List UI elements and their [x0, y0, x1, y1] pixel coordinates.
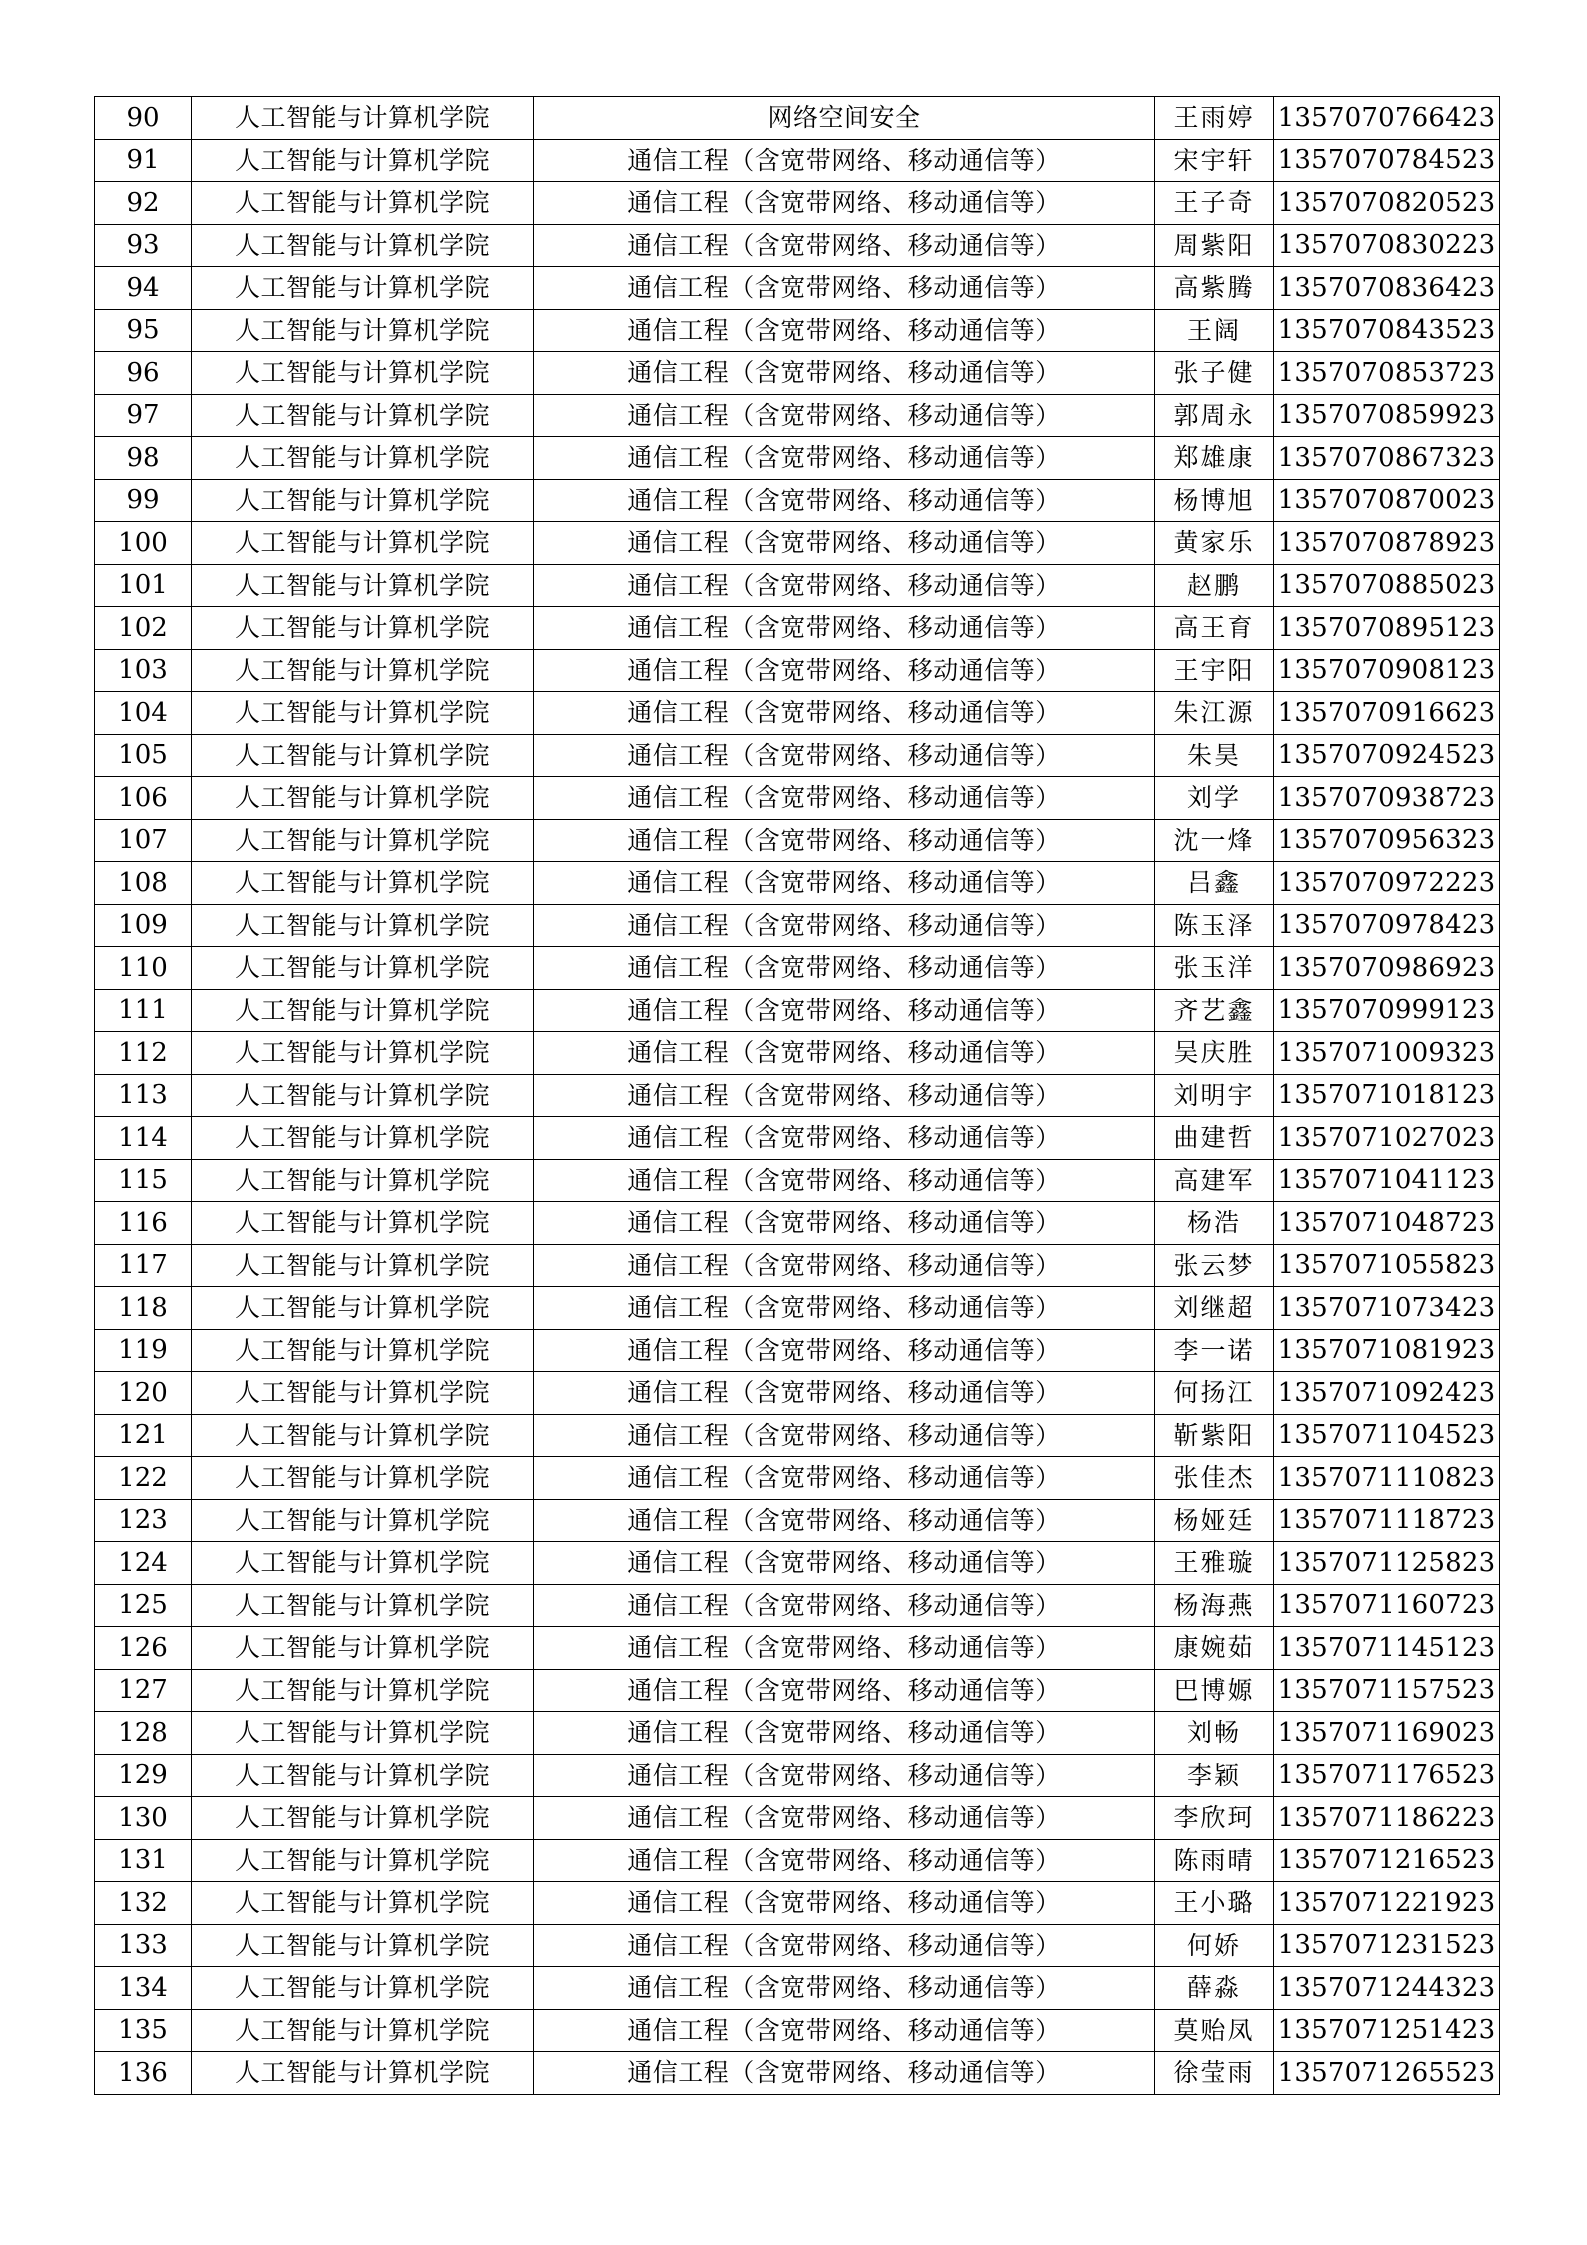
row-number-cell: 112	[95, 1032, 192, 1075]
college-cell: 人工智能与计算机学院	[192, 479, 534, 522]
college-cell: 人工智能与计算机学院	[192, 1202, 534, 1245]
candidate-id-cell: 1357071092423	[1274, 1372, 1500, 1415]
major-cell: 通信工程（含宽带网络、移动通信等）	[534, 1754, 1155, 1797]
college-cell: 人工智能与计算机学院	[192, 1329, 534, 1372]
student-name-cell: 李欣珂	[1155, 1797, 1274, 1840]
college-cell: 人工智能与计算机学院	[192, 649, 534, 692]
major-cell: 通信工程（含宽带网络、移动通信等）	[534, 1287, 1155, 1330]
student-name-cell: 杨博旭	[1155, 479, 1274, 522]
candidate-id-cell: 1357071118723	[1274, 1499, 1500, 1542]
major-cell: 通信工程（含宽带网络、移动通信等）	[534, 1244, 1155, 1287]
row-number-cell: 97	[95, 394, 192, 437]
table-row	[95, 1499, 1500, 1542]
college-cell: 人工智能与计算机学院	[192, 777, 534, 820]
row-number-cell: 129	[95, 1754, 192, 1797]
major-cell: 通信工程（含宽带网络、移动通信等）	[534, 1202, 1155, 1245]
table-row	[95, 1967, 1500, 2010]
roster-table-body	[95, 97, 1500, 2095]
row-number-cell: 133	[95, 1924, 192, 1967]
major-cell: 通信工程（含宽带网络、移动通信等）	[534, 692, 1155, 735]
table-row	[95, 819, 1500, 862]
table-row	[95, 1924, 1500, 1967]
student-name-cell: 陈雨晴	[1155, 1839, 1274, 1882]
candidate-id-cell: 1357070820523	[1274, 182, 1500, 225]
student-name-cell: 王小璐	[1155, 1882, 1274, 1925]
student-name-cell: 曲建哲	[1155, 1117, 1274, 1160]
student-name-cell: 康婉茹	[1155, 1627, 1274, 1670]
table-row	[95, 607, 1500, 650]
candidate-id-cell: 1357071104523	[1274, 1414, 1500, 1457]
student-name-cell: 赵鹏	[1155, 564, 1274, 607]
college-cell: 人工智能与计算机学院	[192, 394, 534, 437]
row-number-cell: 116	[95, 1202, 192, 1245]
student-name-cell: 张玉洋	[1155, 947, 1274, 990]
major-cell: 通信工程（含宽带网络、移动通信等）	[534, 1329, 1155, 1372]
table-row	[95, 989, 1500, 1032]
row-number-cell: 114	[95, 1117, 192, 1160]
college-cell: 人工智能与计算机学院	[192, 564, 534, 607]
college-cell: 人工智能与计算机学院	[192, 1117, 534, 1160]
table-row	[95, 522, 1500, 565]
table-row	[95, 1032, 1500, 1075]
major-cell: 通信工程（含宽带网络、移动通信等）	[534, 1372, 1155, 1415]
major-cell: 通信工程（含宽带网络、移动通信等）	[534, 777, 1155, 820]
row-number-cell: 125	[95, 1584, 192, 1627]
row-number-cell: 93	[95, 224, 192, 267]
major-cell: 网络空间安全	[534, 97, 1155, 140]
row-number-cell: 95	[95, 309, 192, 352]
student-name-cell: 张云梦	[1155, 1244, 1274, 1287]
table-row	[95, 1074, 1500, 1117]
college-cell: 人工智能与计算机学院	[192, 1839, 534, 1882]
candidate-id-cell: 1357070938723	[1274, 777, 1500, 820]
table-row	[95, 479, 1500, 522]
college-cell: 人工智能与计算机学院	[192, 989, 534, 1032]
major-cell: 通信工程（含宽带网络、移动通信等）	[534, 437, 1155, 480]
table-row	[95, 692, 1500, 735]
major-cell: 通信工程（含宽带网络、移动通信等）	[534, 564, 1155, 607]
student-name-cell: 刘畅	[1155, 1712, 1274, 1755]
college-cell: 人工智能与计算机学院	[192, 1499, 534, 1542]
major-cell: 通信工程（含宽带网络、移动通信等）	[534, 1839, 1155, 1882]
college-cell: 人工智能与计算机学院	[192, 1457, 534, 1500]
major-cell: 通信工程（含宽带网络、移动通信等）	[534, 2009, 1155, 2052]
college-cell: 人工智能与计算机学院	[192, 1627, 534, 1670]
table-row	[95, 182, 1500, 225]
table-row	[95, 1329, 1500, 1372]
student-name-cell: 徐莹雨	[1155, 2052, 1274, 2095]
major-cell: 通信工程（含宽带网络、移动通信等）	[534, 522, 1155, 565]
row-number-cell: 127	[95, 1669, 192, 1712]
row-number-cell: 98	[95, 437, 192, 480]
candidate-id-cell: 1357071244323	[1274, 1967, 1500, 2010]
candidate-id-cell: 1357070916623	[1274, 692, 1500, 735]
college-cell: 人工智能与计算机学院	[192, 692, 534, 735]
row-number-cell: 108	[95, 862, 192, 905]
candidate-id-cell: 1357071216523	[1274, 1839, 1500, 1882]
student-name-cell: 朱昊	[1155, 734, 1274, 777]
candidate-id-cell: 1357071176523	[1274, 1754, 1500, 1797]
major-cell: 通信工程（含宽带网络、移动通信等）	[534, 1074, 1155, 1117]
major-cell: 通信工程（含宽带网络、移动通信等）	[534, 182, 1155, 225]
candidate-id-cell: 1357071169023	[1274, 1712, 1500, 1755]
major-cell: 通信工程（含宽带网络、移动通信等）	[534, 394, 1155, 437]
candidate-id-cell: 1357070878923	[1274, 522, 1500, 565]
major-cell: 通信工程（含宽带网络、移动通信等）	[534, 1712, 1155, 1755]
table-row	[95, 649, 1500, 692]
major-cell: 通信工程（含宽带网络、移动通信等）	[534, 1584, 1155, 1627]
table-row	[95, 947, 1500, 990]
student-name-cell: 刘学	[1155, 777, 1274, 820]
candidate-id-cell: 1357070784523	[1274, 139, 1500, 182]
major-cell: 通信工程（含宽带网络、移动通信等）	[534, 1627, 1155, 1670]
table-row	[95, 1839, 1500, 1882]
row-number-cell: 100	[95, 522, 192, 565]
major-cell: 通信工程（含宽带网络、移动通信等）	[534, 1117, 1155, 1160]
table-row	[95, 2009, 1500, 2052]
college-cell: 人工智能与计算机学院	[192, 1372, 534, 1415]
row-number-cell: 121	[95, 1414, 192, 1457]
college-cell: 人工智能与计算机学院	[192, 947, 534, 990]
college-cell: 人工智能与计算机学院	[192, 1414, 534, 1457]
table-row	[95, 1882, 1500, 1925]
major-cell: 通信工程（含宽带网络、移动通信等）	[534, 1159, 1155, 1202]
row-number-cell: 118	[95, 1287, 192, 1330]
candidate-id-cell: 1357071018123	[1274, 1074, 1500, 1117]
candidate-id-cell: 1357070986923	[1274, 947, 1500, 990]
student-name-cell: 刘继超	[1155, 1287, 1274, 1330]
candidate-id-cell: 1357070885023	[1274, 564, 1500, 607]
major-cell: 通信工程（含宽带网络、移动通信等）	[534, 309, 1155, 352]
candidate-id-cell: 1357070859923	[1274, 394, 1500, 437]
student-name-cell: 高王育	[1155, 607, 1274, 650]
student-name-cell: 沈一烽	[1155, 819, 1274, 862]
table-row	[95, 1584, 1500, 1627]
candidate-id-cell: 1357070830223	[1274, 224, 1500, 267]
row-number-cell: 124	[95, 1542, 192, 1585]
table-row	[95, 1414, 1500, 1457]
table-row	[95, 1797, 1500, 1840]
candidate-id-cell: 1357071110823	[1274, 1457, 1500, 1500]
candidate-id-cell: 1357070956323	[1274, 819, 1500, 862]
college-cell: 人工智能与计算机学院	[192, 1967, 534, 2010]
student-name-cell: 薛淼	[1155, 1967, 1274, 2010]
candidate-id-cell: 1357071251423	[1274, 2009, 1500, 2052]
table-row	[95, 1457, 1500, 1500]
college-cell: 人工智能与计算机学院	[192, 97, 534, 140]
college-cell: 人工智能与计算机学院	[192, 1712, 534, 1755]
row-number-cell: 117	[95, 1244, 192, 1287]
table-row	[95, 1542, 1500, 1585]
student-name-cell: 陈玉泽	[1155, 904, 1274, 947]
row-number-cell: 136	[95, 2052, 192, 2095]
row-number-cell: 119	[95, 1329, 192, 1372]
candidate-id-cell: 1357071145123	[1274, 1627, 1500, 1670]
student-name-cell: 高建军	[1155, 1159, 1274, 1202]
candidate-id-cell: 1357070843523	[1274, 309, 1500, 352]
college-cell: 人工智能与计算机学院	[192, 904, 534, 947]
candidate-id-cell: 1357071157523	[1274, 1669, 1500, 1712]
row-number-cell: 90	[95, 97, 192, 140]
row-number-cell: 130	[95, 1797, 192, 1840]
candidate-id-cell: 1357070836423	[1274, 267, 1500, 310]
major-cell: 通信工程（含宽带网络、移动通信等）	[534, 2052, 1155, 2095]
row-number-cell: 107	[95, 819, 192, 862]
table-row	[95, 1712, 1500, 1755]
student-name-cell: 杨娅廷	[1155, 1499, 1274, 1542]
row-number-cell: 110	[95, 947, 192, 990]
college-cell: 人工智能与计算机学院	[192, 1669, 534, 1712]
candidate-id-cell: 1357071073423	[1274, 1287, 1500, 1330]
row-number-cell: 115	[95, 1159, 192, 1202]
student-name-cell: 郑雄康	[1155, 437, 1274, 480]
major-cell: 通信工程（含宽带网络、移动通信等）	[534, 1669, 1155, 1712]
college-cell: 人工智能与计算机学院	[192, 1542, 534, 1585]
row-number-cell: 109	[95, 904, 192, 947]
table-row	[95, 1202, 1500, 1245]
row-number-cell: 92	[95, 182, 192, 225]
candidate-id-cell: 1357071231523	[1274, 1924, 1500, 1967]
row-number-cell: 105	[95, 734, 192, 777]
row-number-cell: 123	[95, 1499, 192, 1542]
table-row	[95, 734, 1500, 777]
table-row	[95, 394, 1500, 437]
row-number-cell: 134	[95, 1967, 192, 2010]
table-row	[95, 777, 1500, 820]
college-cell: 人工智能与计算机学院	[192, 1032, 534, 1075]
row-number-cell: 135	[95, 2009, 192, 2052]
candidate-id-cell: 1357070999123	[1274, 989, 1500, 1032]
table-row	[95, 564, 1500, 607]
candidate-id-cell: 1357071125823	[1274, 1542, 1500, 1585]
college-cell: 人工智能与计算机学院	[192, 1754, 534, 1797]
row-number-cell: 91	[95, 139, 192, 182]
student-name-cell: 吕鑫	[1155, 862, 1274, 905]
college-cell: 人工智能与计算机学院	[192, 224, 534, 267]
college-cell: 人工智能与计算机学院	[192, 862, 534, 905]
row-number-cell: 104	[95, 692, 192, 735]
table-row	[95, 1669, 1500, 1712]
table-row	[95, 1244, 1500, 1287]
row-number-cell: 103	[95, 649, 192, 692]
college-cell: 人工智能与计算机学院	[192, 734, 534, 777]
student-name-cell: 靳紫阳	[1155, 1414, 1274, 1457]
college-cell: 人工智能与计算机学院	[192, 2052, 534, 2095]
major-cell: 通信工程（含宽带网络、移动通信等）	[534, 1499, 1155, 1542]
college-cell: 人工智能与计算机学院	[192, 309, 534, 352]
major-cell: 通信工程（含宽带网络、移动通信等）	[534, 734, 1155, 777]
table-row	[95, 267, 1500, 310]
candidate-id-cell: 1357070895123	[1274, 607, 1500, 650]
student-name-cell: 何娇	[1155, 1924, 1274, 1967]
college-cell: 人工智能与计算机学院	[192, 1287, 534, 1330]
table-row	[95, 1372, 1500, 1415]
student-name-cell: 王子奇	[1155, 182, 1274, 225]
candidate-id-cell: 1357070978423	[1274, 904, 1500, 947]
table-row	[95, 352, 1500, 395]
table-row	[95, 1627, 1500, 1670]
row-number-cell: 122	[95, 1457, 192, 1500]
college-cell: 人工智能与计算机学院	[192, 1584, 534, 1627]
student-name-cell: 郭周永	[1155, 394, 1274, 437]
student-name-cell: 巴博嫄	[1155, 1669, 1274, 1712]
student-name-cell: 张佳杰	[1155, 1457, 1274, 1500]
row-number-cell: 96	[95, 352, 192, 395]
college-cell: 人工智能与计算机学院	[192, 139, 534, 182]
college-cell: 人工智能与计算机学院	[192, 607, 534, 650]
major-cell: 通信工程（含宽带网络、移动通信等）	[534, 1032, 1155, 1075]
major-cell: 通信工程（含宽带网络、移动通信等）	[534, 1542, 1155, 1585]
major-cell: 通信工程（含宽带网络、移动通信等）	[534, 989, 1155, 1032]
major-cell: 通信工程（含宽带网络、移动通信等）	[534, 1967, 1155, 2010]
candidate-id-cell: 1357070867323	[1274, 437, 1500, 480]
major-cell: 通信工程（含宽带网络、移动通信等）	[534, 224, 1155, 267]
table-row	[95, 309, 1500, 352]
table-row	[95, 1287, 1500, 1330]
row-number-cell: 132	[95, 1882, 192, 1925]
candidate-id-cell: 1357070853723	[1274, 352, 1500, 395]
row-number-cell: 101	[95, 564, 192, 607]
major-cell: 通信工程（含宽带网络、移动通信等）	[534, 1414, 1155, 1457]
major-cell: 通信工程（含宽带网络、移动通信等）	[534, 904, 1155, 947]
major-cell: 通信工程（含宽带网络、移动通信等）	[534, 819, 1155, 862]
student-name-cell: 齐艺鑫	[1155, 989, 1274, 1032]
candidate-id-cell: 1357070766423	[1274, 97, 1500, 140]
student-name-cell: 杨海燕	[1155, 1584, 1274, 1627]
major-cell: 通信工程（含宽带网络、移动通信等）	[534, 479, 1155, 522]
table-row	[95, 904, 1500, 947]
row-number-cell: 120	[95, 1372, 192, 1415]
candidate-id-cell: 1357070924523	[1274, 734, 1500, 777]
student-name-cell: 莫贻凤	[1155, 2009, 1274, 2052]
college-cell: 人工智能与计算机学院	[192, 437, 534, 480]
major-cell: 通信工程（含宽带网络、移动通信等）	[534, 1924, 1155, 1967]
row-number-cell: 99	[95, 479, 192, 522]
college-cell: 人工智能与计算机学院	[192, 819, 534, 862]
student-name-cell: 王阔	[1155, 309, 1274, 352]
row-number-cell: 113	[95, 1074, 192, 1117]
table-row	[95, 862, 1500, 905]
major-cell: 通信工程（含宽带网络、移动通信等）	[534, 352, 1155, 395]
college-cell: 人工智能与计算机学院	[192, 522, 534, 565]
table-row	[95, 1754, 1500, 1797]
college-cell: 人工智能与计算机学院	[192, 2009, 534, 2052]
row-number-cell: 102	[95, 607, 192, 650]
major-cell: 通信工程（含宽带网络、移动通信等）	[534, 607, 1155, 650]
candidate-id-cell: 1357071265523	[1274, 2052, 1500, 2095]
table-row	[95, 139, 1500, 182]
college-cell: 人工智能与计算机学院	[192, 1159, 534, 1202]
table-row	[95, 2052, 1500, 2095]
table-row	[95, 97, 1500, 140]
college-cell: 人工智能与计算机学院	[192, 1882, 534, 1925]
candidate-id-cell: 1357071009323	[1274, 1032, 1500, 1075]
student-name-cell: 高紫腾	[1155, 267, 1274, 310]
student-name-cell: 李颖	[1155, 1754, 1274, 1797]
college-cell: 人工智能与计算机学院	[192, 1074, 534, 1117]
table-row	[95, 437, 1500, 480]
student-name-cell: 黄家乐	[1155, 522, 1274, 565]
college-cell: 人工智能与计算机学院	[192, 182, 534, 225]
candidate-id-cell: 1357071048723	[1274, 1202, 1500, 1245]
student-name-cell: 杨浩	[1155, 1202, 1274, 1245]
student-name-cell: 吴庆胜	[1155, 1032, 1274, 1075]
major-cell: 通信工程（含宽带网络、移动通信等）	[534, 1882, 1155, 1925]
table-row	[95, 1159, 1500, 1202]
roster-table	[94, 96, 1500, 2095]
row-number-cell: 128	[95, 1712, 192, 1755]
candidate-id-cell: 1357071221923	[1274, 1882, 1500, 1925]
candidate-id-cell: 1357071027023	[1274, 1117, 1500, 1160]
major-cell: 通信工程（含宽带网络、移动通信等）	[534, 1457, 1155, 1500]
student-name-cell: 王雨婷	[1155, 97, 1274, 140]
college-cell: 人工智能与计算机学院	[192, 1797, 534, 1840]
candidate-id-cell: 1357071160723	[1274, 1584, 1500, 1627]
student-name-cell: 朱江源	[1155, 692, 1274, 735]
college-cell: 人工智能与计算机学院	[192, 1924, 534, 1967]
major-cell: 通信工程（含宽带网络、移动通信等）	[534, 947, 1155, 990]
row-number-cell: 131	[95, 1839, 192, 1882]
student-name-cell: 何扬江	[1155, 1372, 1274, 1415]
college-cell: 人工智能与计算机学院	[192, 1244, 534, 1287]
candidate-id-cell: 1357070870023	[1274, 479, 1500, 522]
candidate-id-cell: 1357070972223	[1274, 862, 1500, 905]
candidate-id-cell: 1357070908123	[1274, 649, 1500, 692]
college-cell: 人工智能与计算机学院	[192, 267, 534, 310]
major-cell: 通信工程（含宽带网络、移动通信等）	[534, 649, 1155, 692]
row-number-cell: 126	[95, 1627, 192, 1670]
student-name-cell: 宋宇轩	[1155, 139, 1274, 182]
major-cell: 通信工程（含宽带网络、移动通信等）	[534, 1797, 1155, 1840]
table-row	[95, 224, 1500, 267]
row-number-cell: 111	[95, 989, 192, 1032]
college-cell: 人工智能与计算机学院	[192, 352, 534, 395]
candidate-id-cell: 1357071186223	[1274, 1797, 1500, 1840]
table-row	[95, 1117, 1500, 1160]
student-name-cell: 王宇阳	[1155, 649, 1274, 692]
major-cell: 通信工程（含宽带网络、移动通信等）	[534, 267, 1155, 310]
row-number-cell: 94	[95, 267, 192, 310]
row-number-cell: 106	[95, 777, 192, 820]
student-name-cell: 王雅璇	[1155, 1542, 1274, 1585]
student-name-cell: 张子健	[1155, 352, 1274, 395]
major-cell: 通信工程（含宽带网络、移动通信等）	[534, 862, 1155, 905]
candidate-id-cell: 1357071055823	[1274, 1244, 1500, 1287]
student-name-cell: 周紫阳	[1155, 224, 1274, 267]
candidate-id-cell: 1357071081923	[1274, 1329, 1500, 1372]
student-name-cell: 刘明宇	[1155, 1074, 1274, 1117]
candidate-id-cell: 1357071041123	[1274, 1159, 1500, 1202]
major-cell: 通信工程（含宽带网络、移动通信等）	[534, 139, 1155, 182]
student-name-cell: 李一诺	[1155, 1329, 1274, 1372]
